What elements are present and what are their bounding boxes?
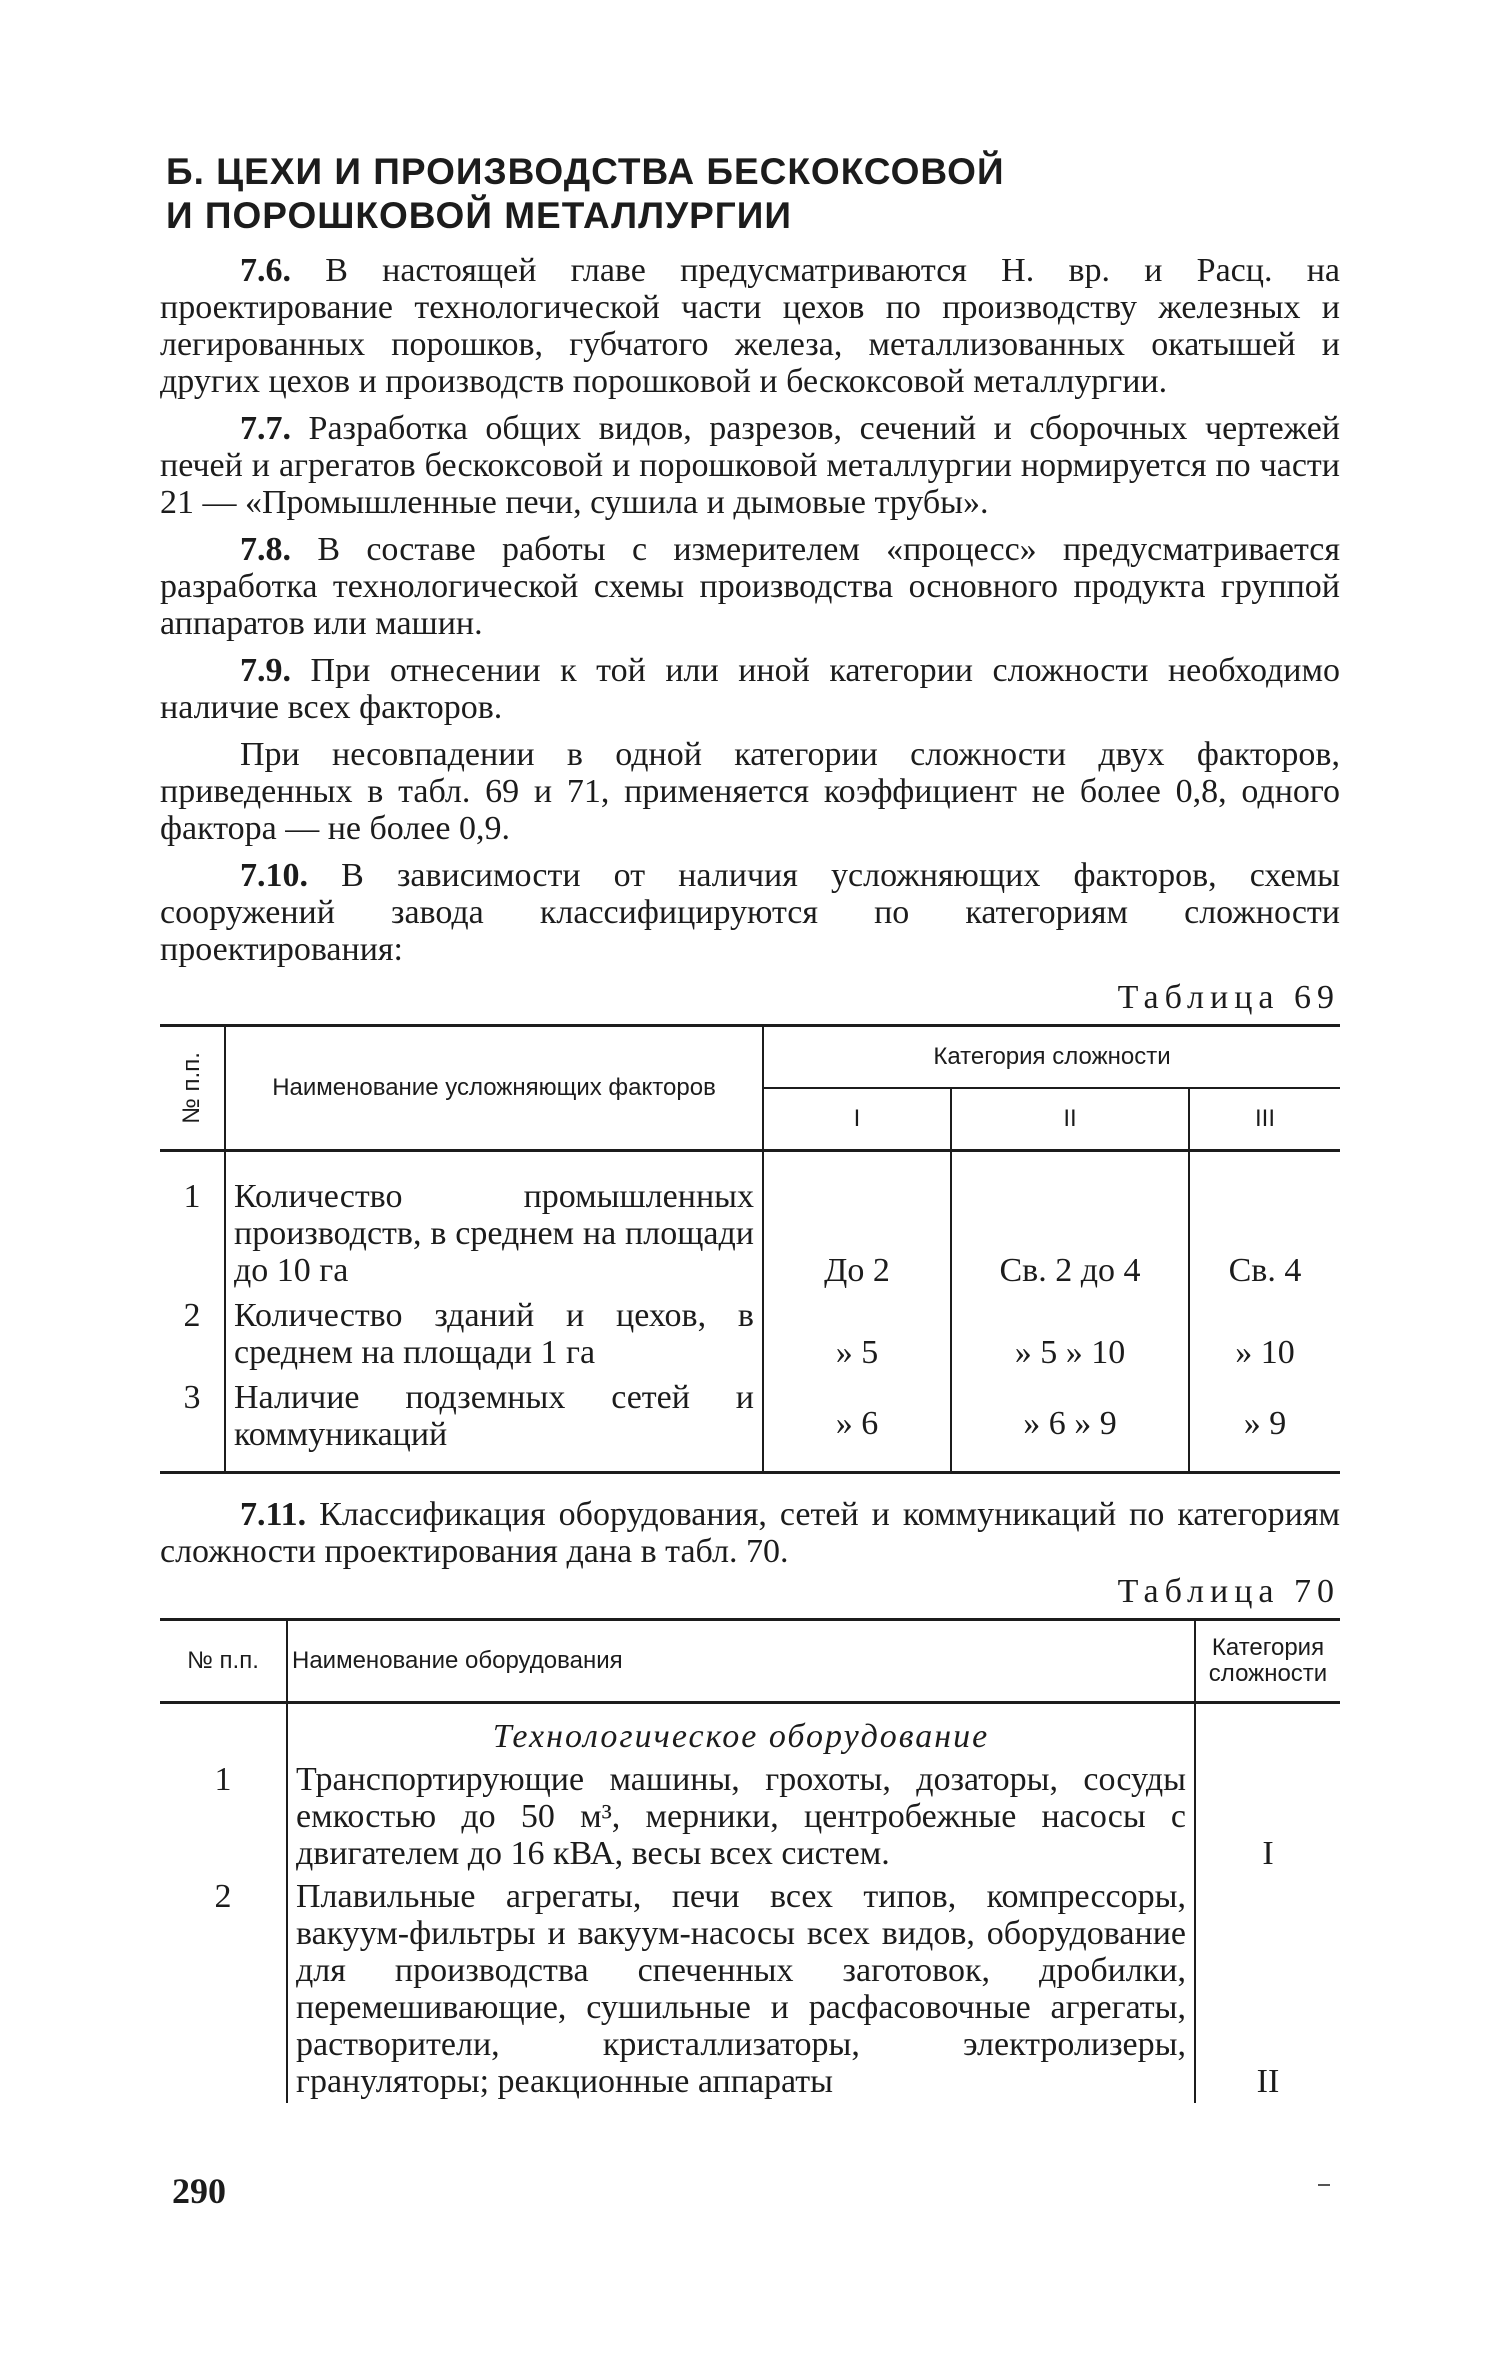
row-cat-1: » 5 <box>763 1293 951 1375</box>
row-cat-2: » 6 » 9 <box>951 1375 1189 1473</box>
table-header-name: Наименование усложняющих факторов <box>225 1026 763 1151</box>
paragraph-number: 7.9. <box>240 652 291 689</box>
paragraph-text: Разработка общих видов, разрезов, сечений и сборочных чертежей печей и агрегатов бескоксовой и порошковой металлургии нормируется по части 21 — «Промышленные печи, сушила и дымовые трубы». <box>160 410 1340 521</box>
row-number: 2 <box>214 1878 232 1915</box>
row-cat-3: » 10 <box>1189 1293 1340 1375</box>
row-number: 3 <box>183 1379 201 1416</box>
row-category: II <box>1195 1875 1340 2103</box>
heading-line-2: И ПОРОШКОВОЙ МЕТАЛЛУРГИИ <box>166 195 792 236</box>
table-header-name: Наименование оборудования <box>287 1620 1195 1703</box>
table-header-num: № п.п. <box>178 1052 205 1124</box>
row-number: 2 <box>183 1297 201 1334</box>
row-cat-2: Св. 2 до 4 <box>951 1174 1189 1293</box>
row-cat-1: » 6 <box>763 1375 951 1473</box>
table-row <box>160 1758 1340 1875</box>
table-row <box>160 1293 1340 1375</box>
table-header-cat-1: I <box>763 1088 951 1151</box>
row-name: Количество зданий и цехов, в среднем на площади 1 га <box>225 1293 763 1375</box>
page-number: 290 <box>172 2171 226 2211</box>
table-header-cat-3: III <box>1189 1088 1340 1151</box>
paragraph-number: 7.7. <box>240 410 291 447</box>
paragraph-7-8 <box>160 531 1340 642</box>
table-69 <box>160 1024 1340 1474</box>
paragraph-text: Классификация оборудования, сетей и коммуникаций по категориям сложности проектирования дана в табл. 70. <box>160 1496 1340 1570</box>
row-name: Транспортирующие машины, грохоты, дозаторы, сосуды емкостью до 50 м³, мерники, центробежные насосы с двигателем до 16 кВА, весы всех систем. <box>287 1758 1195 1875</box>
heading-line-1: Б. ЦЕХИ И ПРОИЗВОДСТВА БЕСКОКСОВОЙ <box>166 151 1005 192</box>
row-category: I <box>1195 1758 1340 1875</box>
row-cat-3: Св. 4 <box>1189 1174 1340 1293</box>
paragraph-text: В составе работы с измерителем «процесс» предусматривается разработка технологической схемы производства основного продукта группой аппаратов или машин. <box>160 531 1340 642</box>
paragraph-7-10 <box>160 857 1340 968</box>
paragraph-text: В зависимости от наличия усложняющих факторов, схемы сооружений завода классифицируются по категориям сложности проектирования: <box>160 857 1340 968</box>
print-mark <box>1318 2184 1330 2186</box>
row-name: Плавильные агрегаты, печи всех типов, компрессоры, вакуум-фильтры и вакуум-насосы всех видов, оборудование для производства спеченных заготовок, дробилки, перемешивающие, сушильные и расфасовочные агрегаты, растворители, кристаллизаторы, электролизеры, грануляторы; реакционные аппараты <box>287 1875 1195 2103</box>
table-row <box>160 1875 1340 2103</box>
paragraph-number: 7.11. <box>240 1496 307 1533</box>
section-heading <box>166 150 1066 238</box>
paragraph-number: 7.8. <box>240 531 291 568</box>
row-name: Наличие подземных сетей и коммуникаций <box>225 1375 763 1473</box>
row-cat-3: » 9 <box>1189 1375 1340 1473</box>
row-name: Количество промышленных производств, в среднем на площади до 10 га <box>225 1174 763 1293</box>
paragraph-7-9 <box>160 652 1340 726</box>
table-69-caption: Таблица 69 <box>1117 979 1340 1016</box>
paragraph-number: 7.6. <box>240 252 291 289</box>
table-header-category: Категория сложности <box>1195 1620 1340 1703</box>
paragraph-number: 7.10. <box>240 857 308 894</box>
table-70 <box>160 1618 1340 2103</box>
paragraph-text: При отнесении к той или иной категории сложности необходимо наличие всех факторов. <box>160 652 1340 726</box>
table-header-category: Категория сложности <box>763 1026 1340 1089</box>
table-header-cat-2: II <box>951 1088 1189 1151</box>
section-title: Технологическое оборудование <box>287 1703 1195 1759</box>
paragraph-text: При несовпадении в одной категории сложности двух факторов, приведенных в табл. 69 и 71, применяется коэффициент не более 0,8, одного фактора — не более 0,9. <box>160 736 1340 847</box>
row-number: 1 <box>183 1178 201 1215</box>
paragraph-7-11 <box>160 1496 1340 1570</box>
row-cat-2: » 5 » 10 <box>951 1293 1189 1375</box>
table-row <box>160 1174 1340 1293</box>
page <box>160 150 1340 2103</box>
table-header-num: № п.п. <box>160 1620 287 1703</box>
paragraph-7-7 <box>160 410 1340 521</box>
paragraph-7-9-cont <box>160 736 1340 847</box>
row-cat-1: До 2 <box>763 1174 951 1293</box>
row-number: 1 <box>214 1761 232 1798</box>
paragraph-text: В настоящей главе предусматриваются Н. вр. и Расц. на проектирование технологической части цехов по производству железных и легированных порошков, губчатого железа, металлизованных окатышей и других цехов и производств порошковой и бескоксовой металлургии. <box>160 252 1340 400</box>
table-70-caption: Таблица 70 <box>1117 1573 1340 1610</box>
table-row <box>160 1375 1340 1473</box>
paragraph-7-6 <box>160 252 1340 400</box>
